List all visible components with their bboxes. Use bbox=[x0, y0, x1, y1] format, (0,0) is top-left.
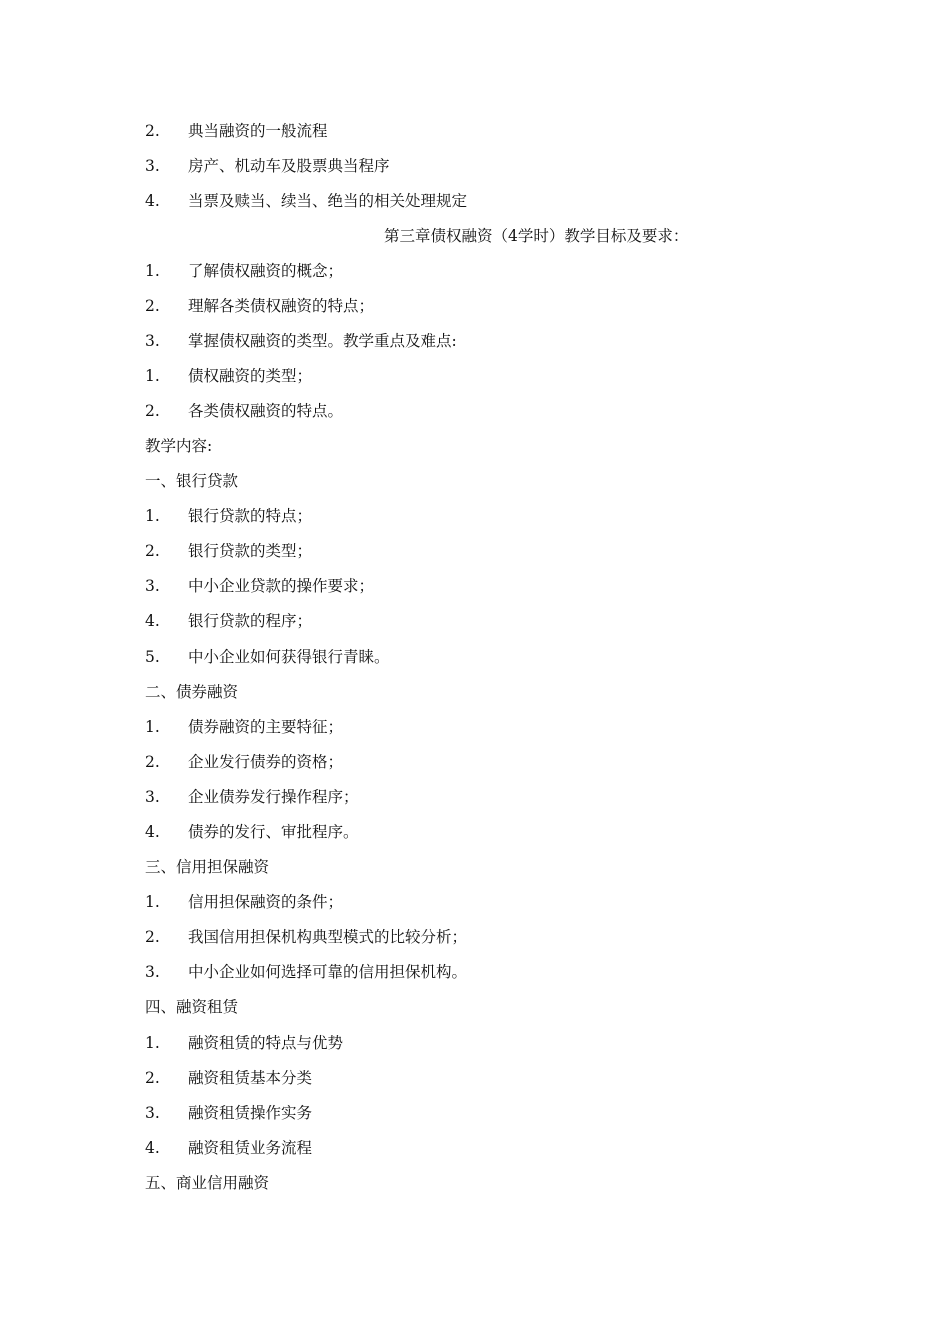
section-heading: 一、银行贷款 bbox=[145, 472, 239, 490]
item-number: 3. bbox=[145, 1104, 160, 1122]
list-item bbox=[145, 154, 390, 178]
item-number: 1. bbox=[145, 1034, 160, 1052]
item-number: 4. bbox=[145, 823, 160, 841]
list-item bbox=[145, 1101, 312, 1125]
list-item bbox=[145, 645, 390, 669]
item-text: 融资租赁基本分类 bbox=[188, 1069, 313, 1087]
item-text: 企业发行债券的资格； bbox=[188, 753, 344, 771]
item-text: 中小企业贷款的操作要求； bbox=[188, 577, 375, 595]
list-item bbox=[145, 574, 374, 598]
item-number: 4. bbox=[145, 1139, 160, 1157]
item-text: 各类债权融资的特点。 bbox=[188, 402, 344, 420]
list-item bbox=[145, 399, 343, 423]
list-item bbox=[145, 960, 467, 984]
section-heading: 五、商业信用融资 bbox=[145, 1174, 270, 1192]
item-number: 1. bbox=[145, 262, 160, 280]
item-number: 1. bbox=[145, 893, 160, 911]
item-number: 3. bbox=[145, 788, 160, 806]
item-number: 2. bbox=[145, 753, 160, 771]
item-text: 银行贷款的类型； bbox=[188, 542, 313, 560]
list-item bbox=[145, 119, 328, 143]
chapter-heading: 第三章债权融资（4学时）教学目标及要求： bbox=[384, 227, 689, 245]
item-text: 债券的发行、审批程序。 bbox=[188, 823, 359, 841]
item-text: 掌握债权融资的类型。教学重点及难点: bbox=[188, 332, 457, 350]
list-item bbox=[145, 925, 467, 949]
section-label: 教学内容: bbox=[145, 437, 213, 455]
item-number: 3. bbox=[145, 963, 160, 981]
item-text: 债券融资的主要特征； bbox=[188, 718, 344, 736]
item-text: 典当融资的一般流程 bbox=[188, 122, 328, 140]
item-number: 2. bbox=[145, 928, 160, 946]
item-text: 银行贷款的程序； bbox=[188, 612, 313, 630]
list-item bbox=[145, 715, 343, 739]
section-heading: 二、债券融资 bbox=[145, 683, 239, 701]
item-text: 信用担保融资的条件； bbox=[188, 893, 344, 911]
item-number: 1. bbox=[145, 367, 160, 385]
item-text: 银行贷款的特点； bbox=[188, 507, 313, 525]
list-item bbox=[145, 364, 312, 388]
list-item bbox=[145, 890, 343, 914]
item-number: 1. bbox=[145, 507, 160, 525]
item-text: 了解债权融资的概念； bbox=[188, 262, 344, 280]
item-number: 2. bbox=[145, 402, 160, 420]
item-text: 融资租赁的特点与优势 bbox=[188, 1034, 344, 1052]
section-heading: 三、信用担保融资 bbox=[145, 858, 270, 876]
list-item bbox=[145, 329, 457, 353]
item-number: 3. bbox=[145, 577, 160, 595]
item-number: 2. bbox=[145, 1069, 160, 1087]
item-number: 3. bbox=[145, 157, 160, 175]
item-number: 4. bbox=[145, 612, 160, 630]
list-item bbox=[145, 539, 312, 563]
item-number: 3. bbox=[145, 332, 160, 350]
list-item bbox=[145, 750, 343, 774]
item-text: 融资租赁业务流程 bbox=[188, 1139, 313, 1157]
item-text: 融资租赁操作实务 bbox=[188, 1104, 313, 1122]
item-text: 企业债券发行操作程序； bbox=[188, 788, 359, 806]
item-text: 我国信用担保机构典型模式的比较分析； bbox=[188, 928, 468, 946]
item-text: 中小企业如何获得银行青睐。 bbox=[188, 648, 390, 666]
item-text: 当票及赎当、续当、绝当的相关处理规定 bbox=[188, 192, 468, 210]
item-number: 1. bbox=[145, 718, 160, 736]
list-item bbox=[145, 609, 312, 633]
item-number: 4. bbox=[145, 192, 160, 210]
list-item bbox=[145, 1066, 312, 1090]
list-item bbox=[145, 1136, 312, 1160]
item-text: 房产、机动车及股票典当程序 bbox=[188, 157, 390, 175]
list-item bbox=[145, 504, 312, 528]
item-number: 2. bbox=[145, 542, 160, 560]
item-text: 中小企业如何选择可靠的信用担保机构。 bbox=[188, 963, 468, 981]
item-text: 理解各类债权融资的特点； bbox=[188, 297, 375, 315]
item-text: 债权融资的类型； bbox=[188, 367, 313, 385]
item-number: 5. bbox=[145, 648, 160, 666]
list-item bbox=[145, 294, 374, 318]
list-item bbox=[145, 259, 343, 283]
item-number: 2. bbox=[145, 297, 160, 315]
list-item bbox=[145, 189, 467, 213]
list-item bbox=[145, 820, 359, 844]
section-heading: 四、融资租赁 bbox=[145, 998, 239, 1016]
item-number: 2. bbox=[145, 122, 160, 140]
list-item bbox=[145, 1031, 343, 1055]
list-item bbox=[145, 785, 359, 809]
